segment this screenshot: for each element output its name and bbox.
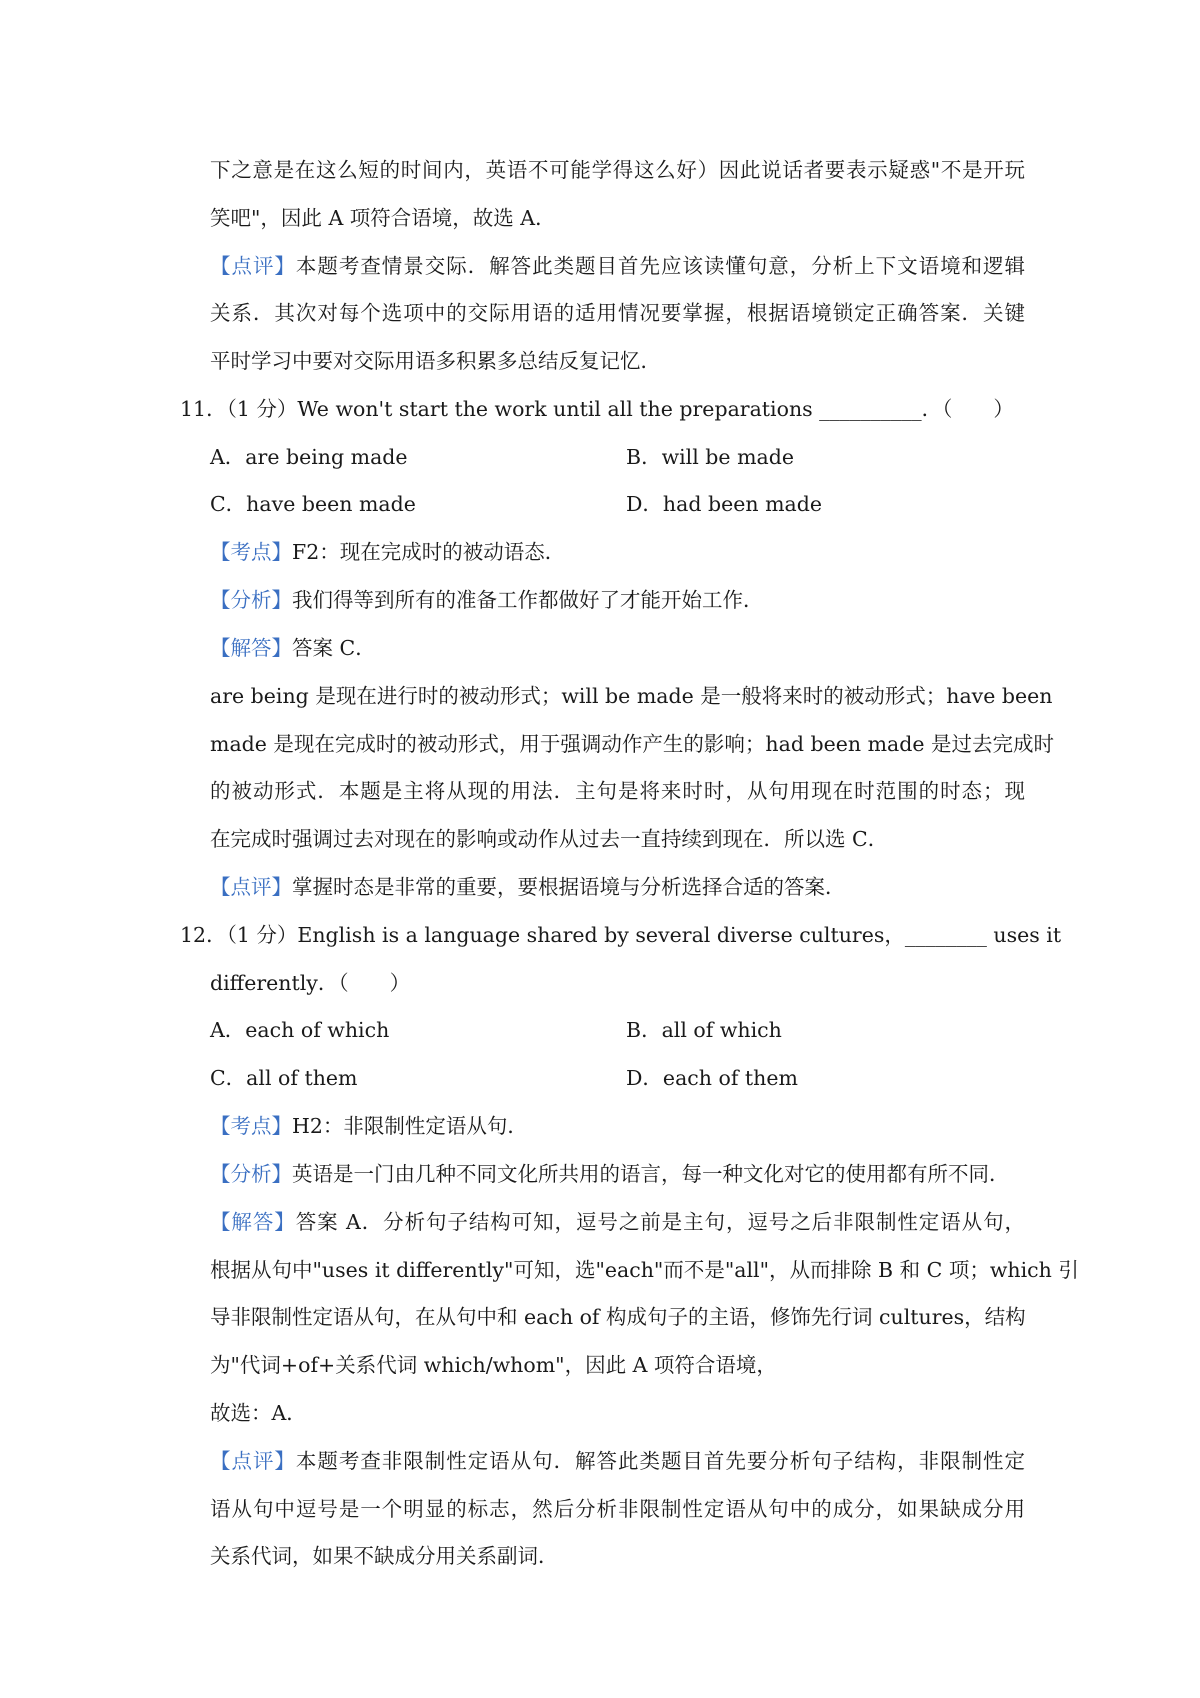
question-12-jieda-line-3: 导非限制性定语从句，在从句中和 each of 构成句子的主语，修饰先行词 cultures，结构 — [210, 1305, 1026, 1329]
question-12-option-a: A．each of which — [210, 1018, 390, 1042]
question-12-kaodian — [210, 1112, 1025, 1140]
prev-explanation-line-1: 下之意是在这么短的时间内，英语不可能学得这么好）因此说话者要表示疑惑"不是开玩 — [210, 158, 1025, 182]
dianping-tag: 【点评】 — [210, 1449, 296, 1473]
question-11-stem: 11．（1 分）We won't start the work until all the preparations __________．（ ） — [180, 397, 1014, 421]
prev-comment-line-3: 平时学习中要对交际用语多积累多总结反复记忆． — [210, 349, 661, 373]
question-12-option-b: B．all of which — [626, 1018, 782, 1042]
jieda-text: 答案 A．分析句子结构可知，逗号之前是主句，逗号之后非限制性定语从句， — [295, 1210, 1025, 1234]
jieda-tag: 【解答】 — [210, 636, 292, 660]
kaodian-tag: 【考点】 — [210, 540, 292, 564]
question-11-option-a: A．are being made — [210, 445, 408, 469]
question-12-option-d: D．each of them — [626, 1066, 798, 1090]
dianping-text: 掌握时态是非常的重要，要根据语境与分析选择合适的答案． — [292, 875, 846, 899]
question-12-stem-line-1: 12．（1 分）English is a language shared by several diverse cultures，________ uses it — [180, 923, 1062, 947]
kaodian-tag: 【考点】 — [210, 1114, 292, 1138]
question-12-jieda-line-2: 根据从句中"uses it differently"可知，选"each"而不是"all"，从而排除 B 和 C 项；which 引 — [210, 1258, 1079, 1282]
question-11-option-d: D．had been made — [626, 492, 823, 516]
question-12-dianping-line-2: 语从句中逗号是一个明显的标志，然后分析非限制性定语从句中的成分，如果缺成分用 — [210, 1497, 1025, 1521]
comment-tag: 【点评】 — [210, 254, 296, 278]
comment-text: 本题考查情景交际．解答此类题目首先应该读懂句意，分析上下文语境和逻辑 — [295, 254, 1026, 278]
prev-comment-line-2: 关系．其次对每个选项中的交际用语的适用情况要掌握，根据语境锁定正确答案．关键 — [210, 301, 1025, 325]
question-11-explain-line-2: made 是现在完成时的被动形式，用于强调动作产生的影响；had been made 是过去完成时 — [210, 732, 1055, 756]
question-11-kaodian — [210, 538, 1025, 566]
kaodian-text: F2：现在完成时的被动语态． — [292, 540, 566, 564]
question-12-jieda-line-1 — [210, 1208, 1025, 1236]
question-12-option-c: C．all of them — [210, 1066, 358, 1090]
prev-comment-line-1 — [210, 252, 1025, 280]
fenxi-tag: 【分析】 — [210, 1162, 292, 1186]
dianping-tag: 【点评】 — [210, 875, 292, 899]
fenxi-text: 我们得等到所有的准备工作都做好了才能开始工作． — [292, 588, 764, 612]
question-11-dianping — [210, 873, 1025, 901]
question-11-explain-line-3: 的被动形式．本题是主将从现的用法．主句是将来时时，从句用现在时范围的时态；现 — [210, 779, 1025, 803]
jieda-text: 答案 C． — [292, 636, 376, 660]
jieda-tag: 【解答】 — [210, 1210, 296, 1234]
question-12-conclusion: 故选：A． — [210, 1401, 307, 1425]
fenxi-tag: 【分析】 — [210, 588, 292, 612]
question-12-stem-line-2: differently．（ ） — [210, 971, 411, 995]
question-11-jieda — [210, 634, 1025, 662]
question-11-option-c: C．have been made — [210, 492, 416, 516]
question-11-option-b: B．will be made — [626, 445, 794, 469]
fenxi-text: 英语是一门由几种不同文化所共用的语言，每一种文化对它的使用都有所不同． — [292, 1162, 1010, 1186]
dianping-text: 本题考查非限制性定语从句．解答此类题目首先要分析句子结构，非限制性定 — [295, 1449, 1026, 1473]
question-12-dianping-line-1 — [210, 1447, 1025, 1475]
question-11-fenxi — [210, 586, 1025, 614]
question-12-fenxi — [210, 1160, 1025, 1188]
question-11-explain-line-1: are being 是现在进行时的被动形式；will be made 是一般将来时的被动形式；have been — [210, 684, 1053, 708]
question-12-dianping-line-3: 关系代词，如果不缺成分用关系副词． — [210, 1544, 559, 1568]
prev-explanation-line-2: 笑吧"，因此 A 项符合语境，故选 A． — [210, 206, 556, 230]
question-11-explain-line-4: 在完成时强调过去对现在的影响或动作从过去一直持续到现在．所以选 C． — [210, 827, 889, 851]
kaodian-text: H2：非限制性定语从句． — [292, 1114, 528, 1138]
question-12-jieda-line-4: 为"代词+of+关系代词 which/whom"，因此 A 项符合语境， — [210, 1353, 777, 1377]
